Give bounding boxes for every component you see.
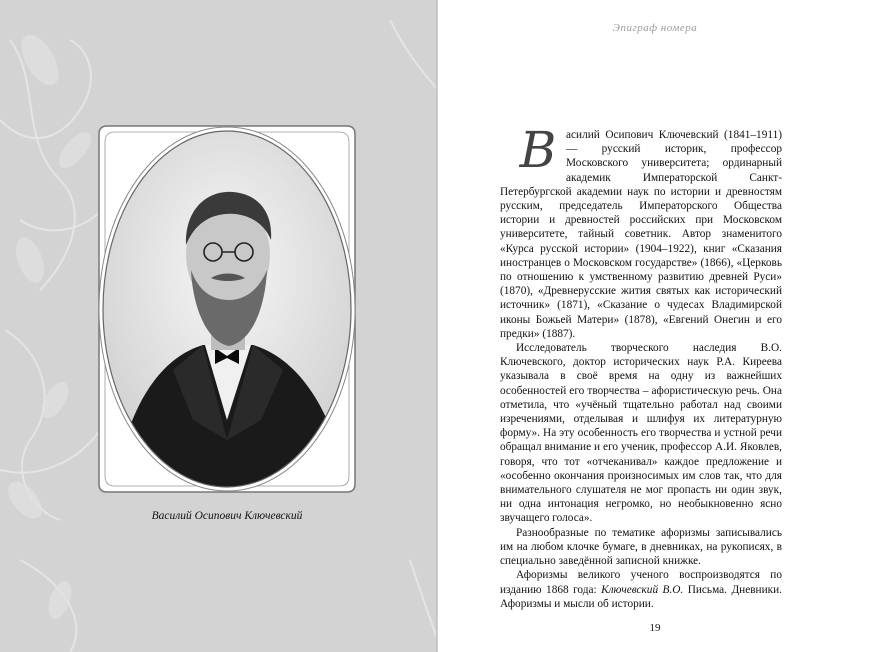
paragraph-source: Афоризмы великого ученого воспроизводятся по изданию 1868 года: Ключевский В.О. Письма. Дневники. Афоризмы и мысли об истории. — [500, 569, 782, 610]
paragraph: Исследователь творческого наследия В.О. Ключевского, доктор исторических наук Р.А. Киреева указывала в своё время на одну из важнейших особенностей его творчества – афористическую речь. Она отметила, что «учёный тщательно работал над своими изречениями, отделывая и шлифуя их литературную форму». На эту особенность его творчества и устной речи обращал внимание и его ученик, профессор А.И. Яковлев, говоря, что тот «отчеканивал» каждое предложение и «особенно окончания произносимых им слов так, что для внимательного слушателя не мог пропасть ни один звук, ни одна интонация негромко, но необыкновенно ясно звучащего голоса». — [500, 342, 782, 525]
article-body — [500, 121, 782, 611]
paragraph: Разнообразные по тематике афоризмы записывались им на любом клочке бумаге, в дневниках, на рукописях, в специально заведённой записной книжке. — [500, 526, 782, 568]
portrait-frame — [93, 120, 361, 498]
portrait-caption: Василий Осипович Ключевский — [151, 510, 303, 522]
dropcap-letter: В — [519, 121, 557, 179]
page-number: 19 — [649, 622, 661, 634]
source-author: Ключевский В.О. — [601, 583, 684, 596]
paragraph-intro — [500, 121, 782, 341]
running-head: Эпиграф номера — [612, 22, 698, 34]
paragraph-text: асилий Осипович Ключевский (1841–1911) — русский историк, профессор Московского университета; ординарный академик Императорской Санкт-Петербургской академии наук по истории и древностям русским, председатель Императорского Общества истории и древностей российских при Московском университете, тайный советник. Автор знаменитого «Курса русской истории» (1904–1922), книг «Сказания иностранцев о Московском государстве» (1866), «Церковь по отношению к умственному развитию древней Руси» (1870), «Древнерусские жития святых как исторический источник» (1871), «Сказание о чудесах Владимирской иконы Божьей Матери» (1878), «Евгений Онегин и его предки» (1887). — [500, 129, 782, 340]
portrait-photo — [93, 120, 361, 498]
